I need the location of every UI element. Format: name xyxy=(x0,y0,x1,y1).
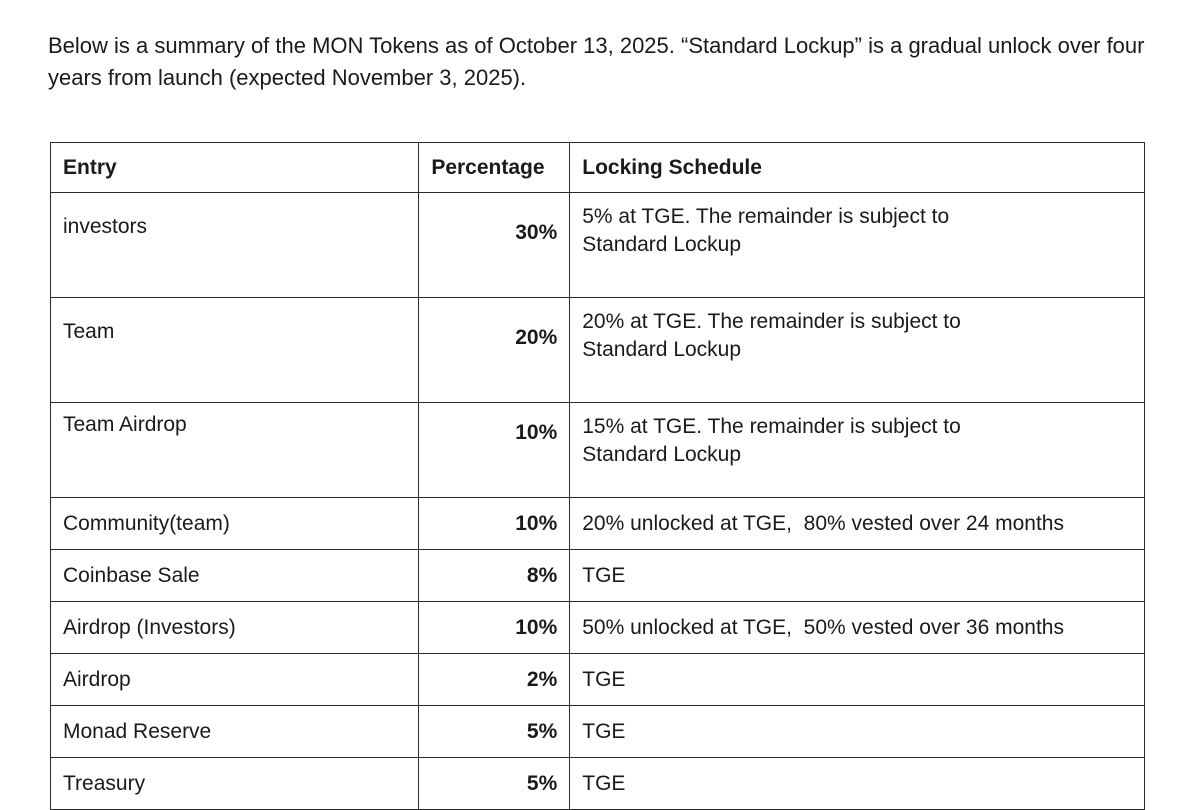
percentage-cell: 10% xyxy=(419,403,570,498)
percentage-cell: 5% xyxy=(419,706,570,758)
table-row xyxy=(51,602,1145,654)
header-percentage: Percentage xyxy=(419,143,570,193)
percentage-cell: 2% xyxy=(419,654,570,706)
schedule-cell: 20% unlocked at TGE, 80% vested over 24 months xyxy=(570,498,1145,550)
schedule-line: Standard Lockup xyxy=(582,338,742,361)
table-row xyxy=(51,298,1145,403)
table-row xyxy=(51,403,1145,498)
schedule-cell: 50% unlocked at TGE, 50% vested over 36 months xyxy=(570,602,1145,654)
entry-cell: Monad Reserve xyxy=(51,706,419,758)
table-row xyxy=(51,498,1145,550)
schedule-cell: TGE xyxy=(570,654,1145,706)
schedule-line: Standard Lockup xyxy=(582,443,742,466)
schedule-line: Standard Lockup xyxy=(582,233,742,256)
header-entry: Entry xyxy=(51,143,419,193)
entry-cell: Team xyxy=(51,298,419,403)
schedule-cell: TGE xyxy=(570,550,1145,602)
entry-cell: Airdrop xyxy=(51,654,419,706)
schedule-line: 20% at TGE. The remainder is subject to xyxy=(582,310,961,333)
intro-paragraph: Below is a summary of the MON Tokens as of October 13, 2025. “Standard Lockup” is a gradual unlock over four years from launch (expected November 3, 2025). xyxy=(48,33,1145,90)
table-header-row xyxy=(51,143,1145,193)
token-allocation-table xyxy=(50,142,1145,810)
percentage-cell: 20% xyxy=(419,298,570,403)
header-locking-schedule: Locking Schedule xyxy=(570,143,1145,193)
schedule-cell xyxy=(570,193,1145,298)
entry-cell: Treasury xyxy=(51,758,419,810)
table-row xyxy=(51,654,1145,706)
entry-cell: Team Airdrop xyxy=(51,403,419,498)
table-row xyxy=(51,550,1145,602)
schedule-cell xyxy=(570,403,1145,498)
table-row xyxy=(51,758,1145,810)
schedule-cell xyxy=(570,298,1145,403)
schedule-line: 5% at TGE. The remainder is subject to xyxy=(582,205,950,228)
percentage-cell: 5% xyxy=(419,758,570,810)
percentage-cell: 10% xyxy=(419,602,570,654)
percentage-cell: 8% xyxy=(419,550,570,602)
schedule-cell: TGE xyxy=(570,758,1145,810)
entry-cell: Coinbase Sale xyxy=(51,550,419,602)
table-row xyxy=(51,706,1145,758)
entry-cell: investors xyxy=(51,193,419,298)
entry-cell: Airdrop (Investors) xyxy=(51,602,419,654)
schedule-cell: TGE xyxy=(570,706,1145,758)
percentage-cell: 30% xyxy=(419,193,570,298)
percentage-cell: 10% xyxy=(419,498,570,550)
table-row xyxy=(51,193,1145,298)
schedule-line: 15% at TGE. The remainder is subject to xyxy=(582,415,961,438)
entry-cell: Community(team) xyxy=(51,498,419,550)
